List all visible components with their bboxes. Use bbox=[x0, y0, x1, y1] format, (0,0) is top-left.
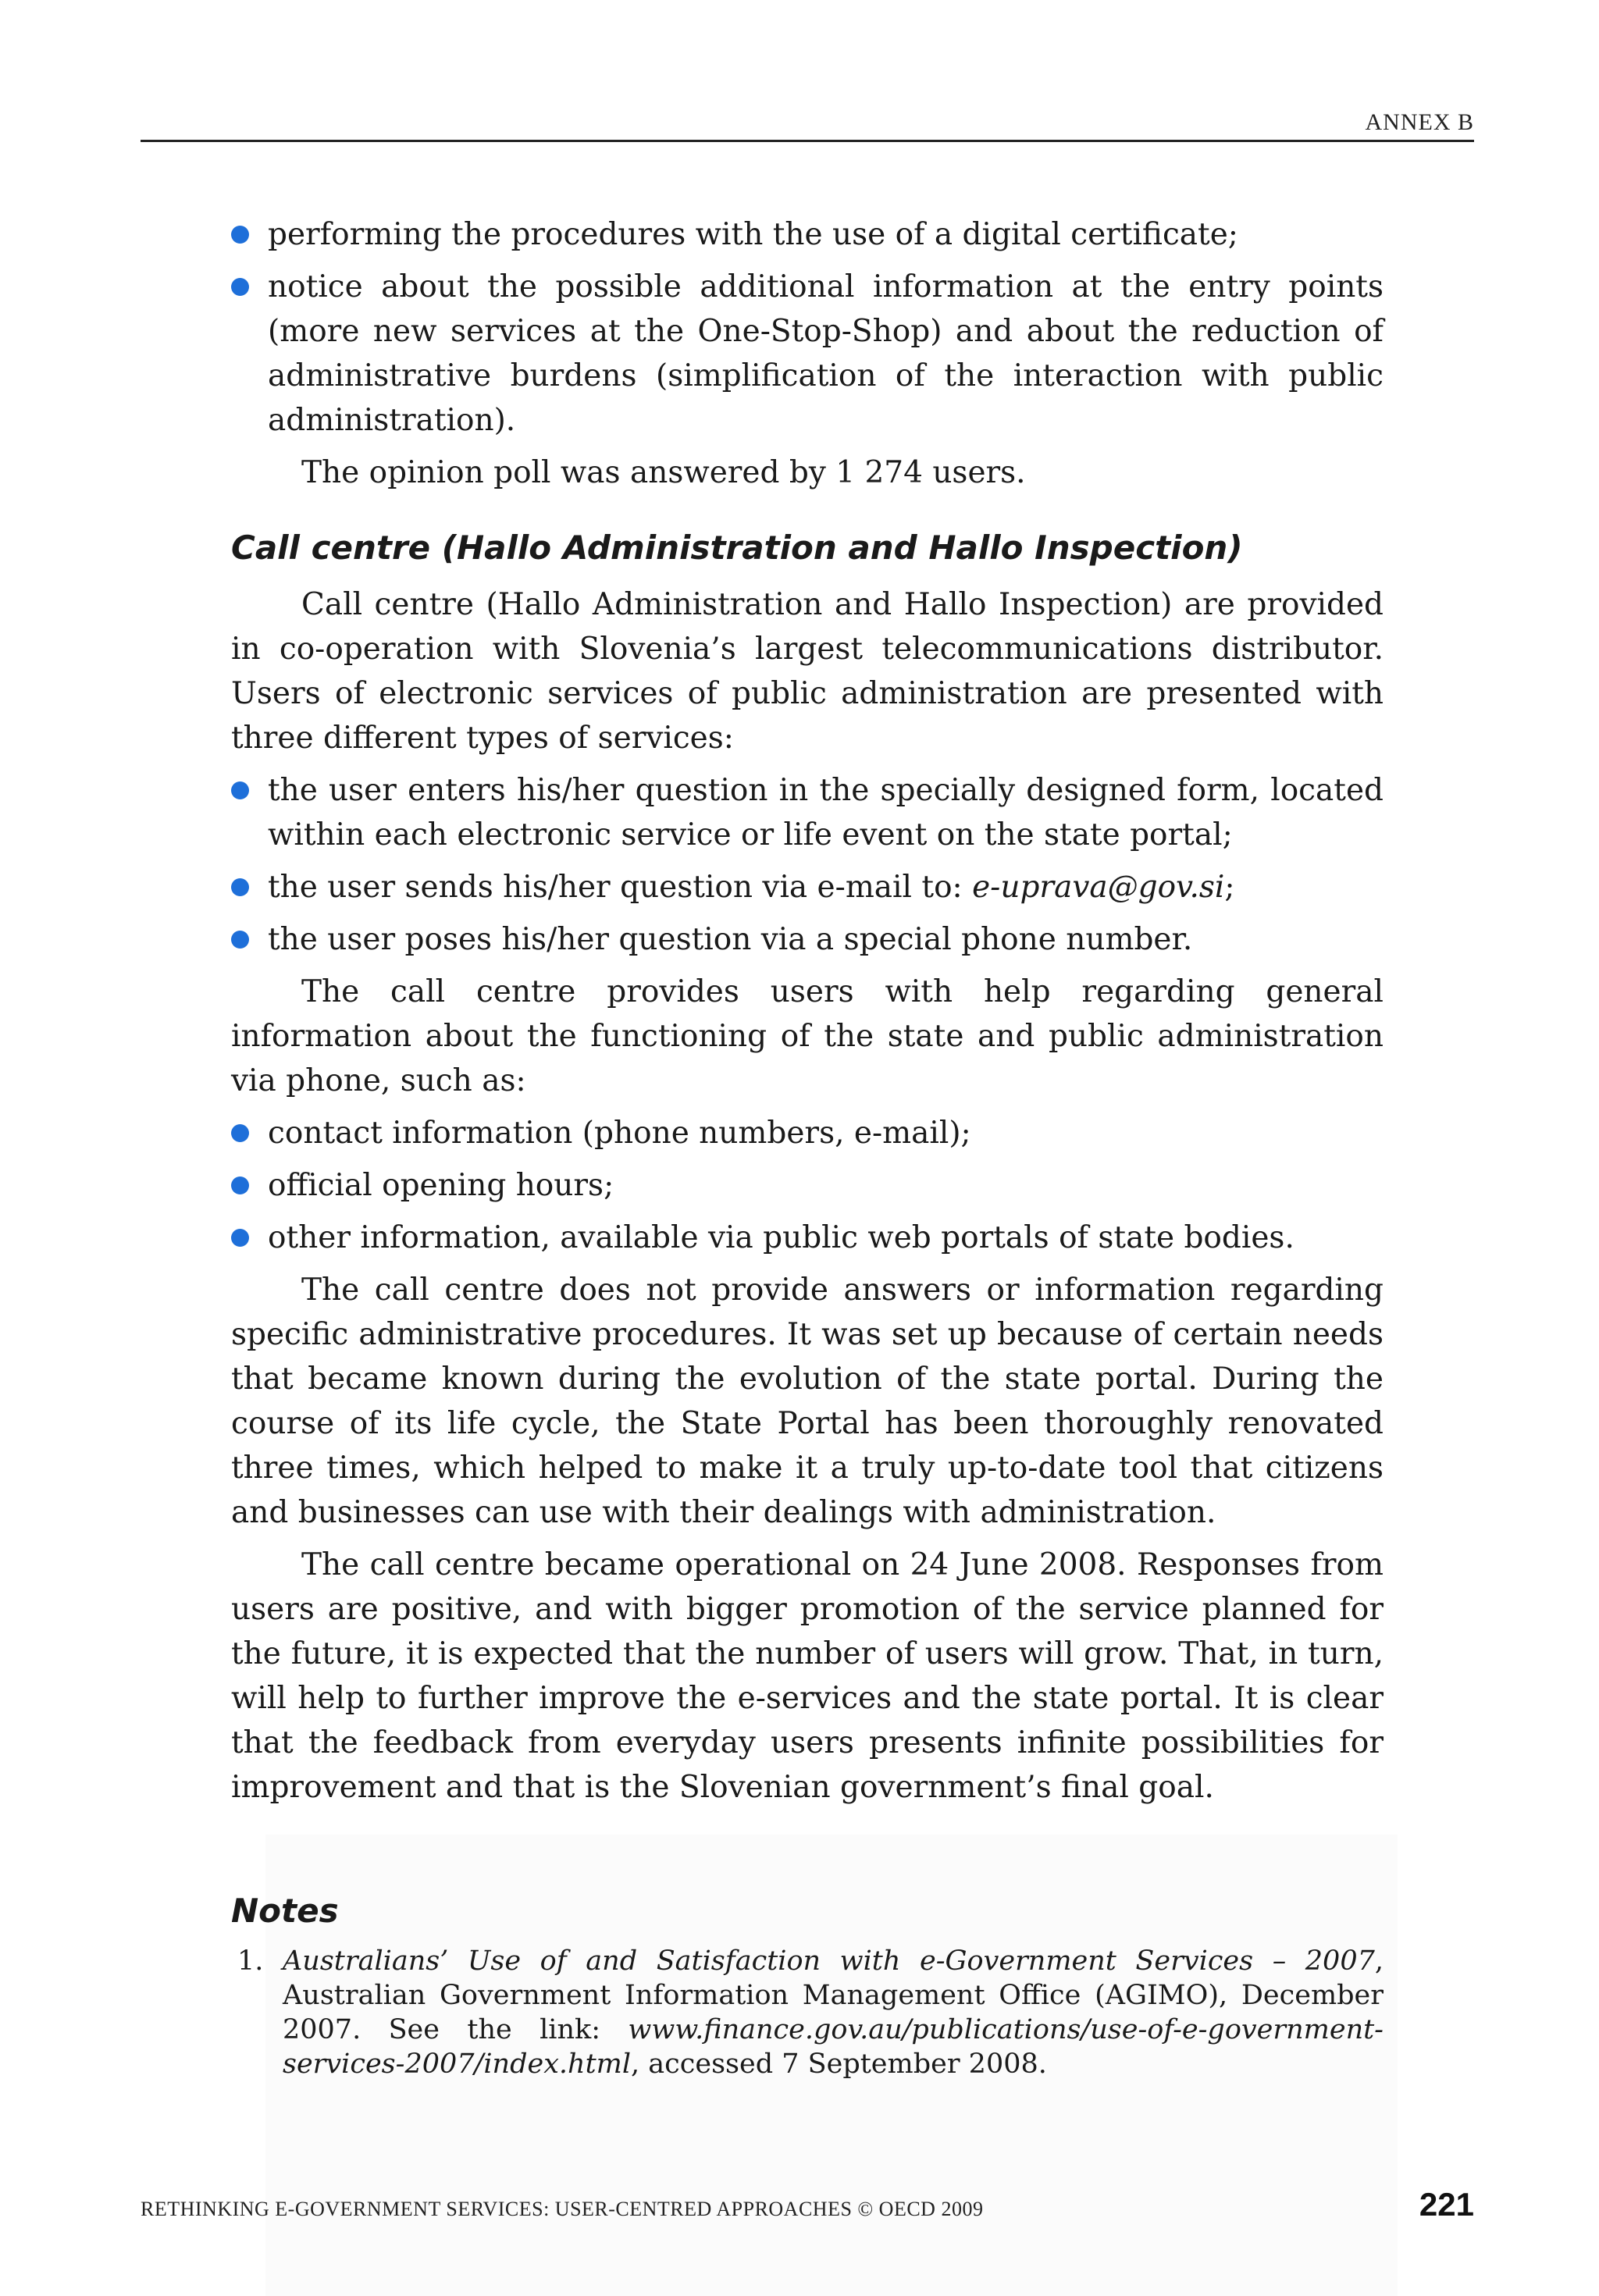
list-item bbox=[231, 1111, 1384, 1155]
list-item bbox=[231, 1216, 1384, 1260]
bullet-text-end: ; bbox=[1224, 870, 1235, 905]
note-number: 1. bbox=[237, 1945, 264, 1977]
bullet-icon bbox=[231, 278, 249, 296]
help-paragraph: The call centre provides users with help regarding general information about the functioning of the state and public administration via phone, such as: bbox=[231, 974, 1384, 1098]
header-rule bbox=[141, 140, 1474, 142]
intro-paragraph: Call centre (Hallo Administration and Hallo Inspection) are provided in co-operation with Slovenia’s largest telecommunications distributor. Users of electronic services of public administration are presented with three different types of services: bbox=[231, 587, 1384, 756]
bullet-text: the user poses his/her question via a special phone number. bbox=[268, 922, 1193, 957]
bullet-icon bbox=[231, 781, 249, 799]
bullet-icon bbox=[231, 1124, 249, 1142]
list-item bbox=[231, 265, 1384, 443]
main-content bbox=[231, 212, 1384, 2081]
note-text: , Australian Government Information Management Office (AGIMO), December 2007. See the link: bbox=[283, 1945, 1384, 2045]
section-heading: Call centre (Hallo Administration and Hallo Inspection) bbox=[231, 529, 1243, 567]
operational-paragraph: The call centre became operational on 24 June 2008. Responses from users are positive, and with bigger promotion of the service planned for the future, it is expected that the number of users will grow. That, in turn, will help to further improve the e-services and the state portal. It is clear that the feedback from everyday users presents infinite possibilities for improvement and that is the Slovenian government’s final goal. bbox=[231, 1547, 1384, 1805]
bullet-icon bbox=[231, 1176, 249, 1194]
bullet-text: notice about the possible additional information at the entry points (more new services at the One-Stop-Shop) and about the reduction of administrative burdens (simplification of the interaction with public administration). bbox=[268, 269, 1384, 438]
note-link[interactable]: www.finance.gov.au/publications/use-of-e-government-services-2007/index.html bbox=[283, 2014, 1384, 2080]
list-item bbox=[231, 768, 1384, 857]
note-item bbox=[231, 1944, 1384, 2081]
footer-copyright: RETHINKING E-GOVERNMENT SERVICES: USER-CENTRED APPROACHES © OECD 2009 bbox=[141, 2198, 984, 2220]
no-answers-paragraph: The call centre does not provide answers or information regarding specific administrative procedures. It was set up because of certain needs that became known during the evolution of the state portal. During the course of its life cycle, the State Portal has been thoroughly renovated three times, which helped to make it a truly up-to-date tool that citizens and businesses can use with their dealings with administration. bbox=[231, 1273, 1384, 1530]
notes-heading: Notes bbox=[231, 1892, 339, 1930]
top-bullet-list bbox=[231, 212, 1384, 443]
bullet-text: the user sends his/her question via e-mail to: bbox=[268, 870, 973, 905]
poll-paragraph: The opinion poll was answered by 1 274 users. bbox=[301, 455, 1026, 490]
bullet-icon bbox=[231, 931, 249, 949]
info-bullet-list bbox=[231, 1111, 1384, 1260]
bullet-text: other information, available via public web portals of state bodies. bbox=[268, 1220, 1295, 1255]
note-text-end: , accessed 7 September 2008. bbox=[631, 2049, 1047, 2080]
running-header: ANNEX B bbox=[1365, 109, 1474, 135]
bullet-text: contact information (phone numbers, e-mail); bbox=[268, 1116, 971, 1151]
bullet-icon bbox=[231, 226, 249, 244]
email-link[interactable]: e-uprava@gov.si bbox=[972, 870, 1225, 905]
list-item bbox=[231, 1163, 1384, 1208]
list-item bbox=[231, 865, 1384, 910]
page-number: 221 bbox=[1419, 2186, 1474, 2223]
bullet-icon bbox=[231, 1229, 249, 1247]
note-title: Australians’ Use of and Satisfaction with e-Government Services – 2007 bbox=[283, 1945, 1375, 1977]
bullet-text: performing the procedures with the use of a digital certificate; bbox=[268, 217, 1238, 252]
service-bullet-list bbox=[231, 768, 1384, 962]
bullet-icon bbox=[231, 878, 249, 896]
list-item bbox=[231, 917, 1384, 962]
list-item bbox=[231, 212, 1384, 257]
bullet-text: the user enters his/her question in the specially designed form, located within each electronic service or life event on the state portal; bbox=[268, 773, 1384, 853]
bullet-text: official opening hours; bbox=[268, 1168, 614, 1203]
